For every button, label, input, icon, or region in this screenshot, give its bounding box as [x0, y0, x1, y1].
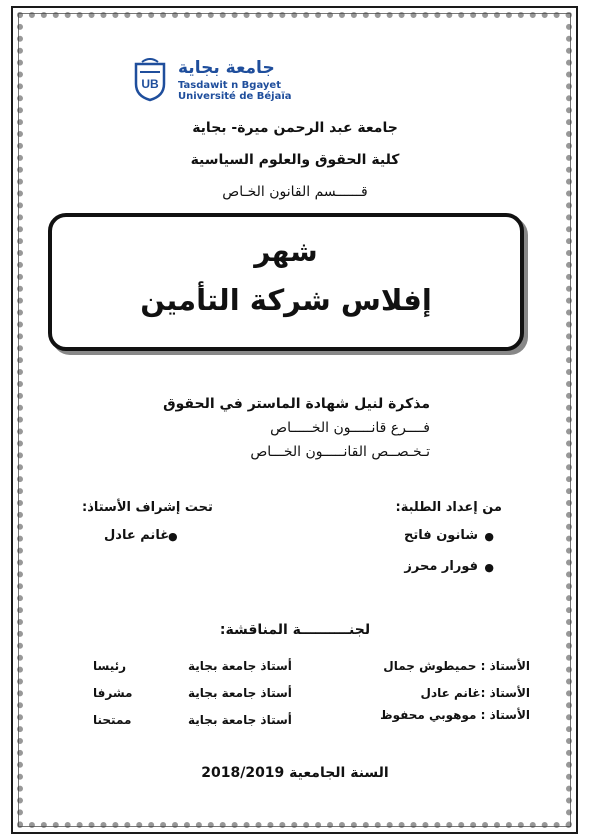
bullet-icon: ● [484, 561, 494, 574]
title-line-1: شهر [254, 235, 318, 268]
logo-french-name: Université de Béjaïa [178, 91, 292, 102]
logo-mark-text: UB [141, 77, 159, 91]
faculty-name: كلية الحقوق والعلوم السياسية [190, 152, 400, 168]
committee-member-2-role: مشرفا [93, 686, 133, 700]
memo-purpose: مذكرة لنيل شهادة الماستر في الحقوق [163, 396, 430, 412]
title-box [48, 213, 524, 351]
university-name: جامعة عبد الرحمن ميرة- بجاية [192, 120, 398, 136]
university-logo [132, 58, 292, 108]
committee-member-1-role: رئيسا [93, 659, 127, 673]
committee-member-2-name: الأستاذ :غانم عادل [420, 686, 530, 700]
bullet-icon: ● [168, 530, 178, 543]
committee-member-1-name: الأستاذ : حميطوش جمال [383, 659, 530, 673]
supervisor-name: غانم عادل [104, 528, 170, 543]
logo-arabic-name: جامعة بجاية [178, 58, 275, 78]
committee-member-3-name: الأستاذ : موهوبي محفوظ [380, 708, 530, 722]
memo-specialty: تـخـصــص القانـــــون الخـــاص [250, 444, 430, 460]
supervisor-label: تحت إشراف الأستاذ: [82, 500, 213, 515]
committee-member-3-rank: أستاذ جامعة بجاية [188, 713, 292, 727]
university-emblem-icon [132, 58, 168, 102]
committee-label: لجنــــــــــة المناقشة: [219, 622, 371, 638]
student-name-2: فورار محرز [404, 559, 478, 574]
committee-member-1-rank: أستاذ جامعة بجاية [188, 659, 292, 673]
committee-member-2-rank: أستاذ جامعة بجاية [188, 686, 292, 700]
bullet-icon: ● [484, 530, 494, 543]
students-label: من إعداد الطلبة: [395, 500, 502, 515]
memo-branch: فــــرع قانـــــون الخـــــاص [270, 420, 430, 436]
student-name-1: شانون فاتح [404, 528, 478, 543]
logo-kabyle-name: Tasdawit n Bgayet [178, 80, 281, 91]
committee-member-3-role: ممتحنا [93, 713, 132, 727]
department-name: قــــــسم القانون الخـاص [222, 184, 368, 200]
academic-year: السنة الجامعية 2018/2019 [201, 765, 389, 781]
thesis-title: إفلاس شركة التأمين [140, 283, 432, 317]
